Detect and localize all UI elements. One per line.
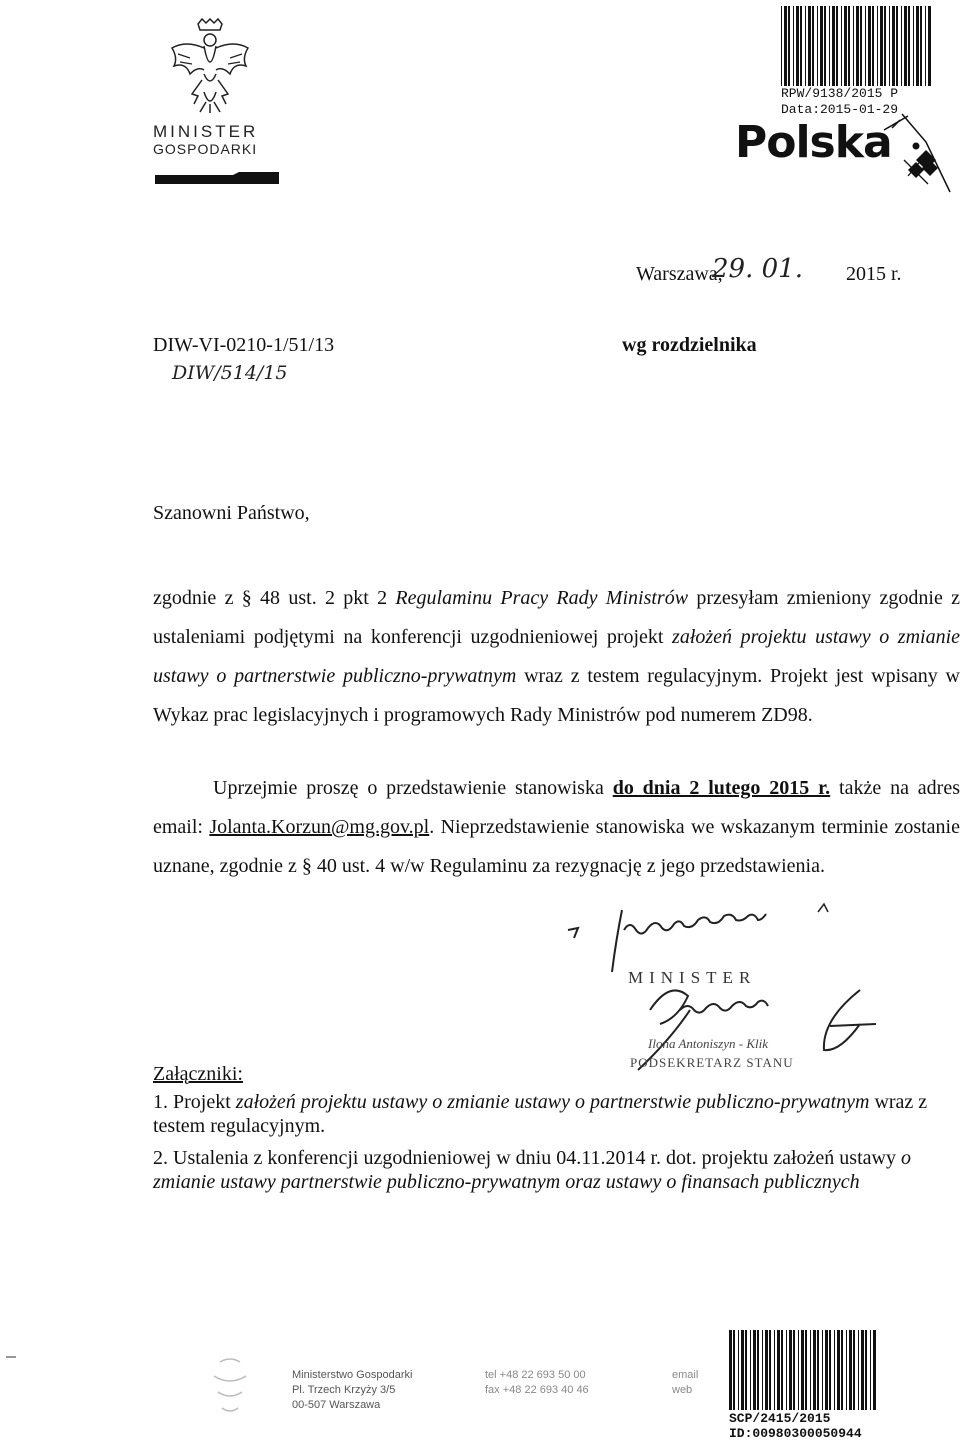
barcode-bar — [805, 6, 806, 86]
rpw-number: RPW/9138/2015 P — [781, 86, 899, 101]
email-link[interactable]: Jolanta.Korzun@mg.gov.pl — [209, 816, 430, 838]
barcode-bar — [913, 6, 914, 86]
scp-number: SCP/2415/2015 — [729, 1411, 831, 1426]
barcode-bar — [786, 1330, 787, 1410]
barcode-bar — [865, 1330, 867, 1410]
distribution-note: wg rozdzielnika — [622, 334, 757, 356]
barcode-bar — [841, 1330, 843, 1410]
rpw-date: Data:2015-01-29 — [781, 102, 899, 117]
barcode-bar — [844, 6, 847, 86]
barcode-top — [781, 6, 931, 86]
polska-logo: Polska — [735, 117, 892, 168]
paragraph-request-text-2: także na adres email: — [153, 777, 960, 838]
attachment-number: 2. — [153, 1147, 168, 1169]
barcode-bar — [793, 1330, 795, 1410]
barcode-bar — [865, 6, 866, 86]
barcode-bar — [841, 6, 842, 86]
salutation: Szanowni Państwo, — [153, 502, 310, 524]
barcode-bar — [908, 6, 910, 86]
barcode-bar — [896, 6, 898, 86]
barcode-bar — [741, 1330, 744, 1410]
barcode-bar — [916, 6, 919, 86]
letter-year: 2015 r. — [846, 263, 902, 285]
barcode-bar — [832, 6, 835, 86]
paragraph-intro — [153, 579, 960, 735]
barcode-bar — [925, 6, 926, 86]
footer-email-label: email — [672, 1369, 699, 1381]
barcode-bar — [805, 1330, 807, 1410]
attachment-title: założeń projektu ustawy o zmianie ustawy o partnerstwie publiczno-prywatnym — [235, 1091, 870, 1113]
edge-mark — [6, 1356, 16, 1358]
footer-contact — [485, 1368, 589, 1398]
paragraph-intro-text-1: zgodnie z § 48 ust. 2 pkt 2 — [153, 587, 396, 609]
deadline-date: do dnia 2 lutego 2015 r. — [612, 777, 831, 799]
barcode-bar — [801, 1330, 804, 1410]
paragraph-intro-text-3: wraz z testem regulacyjnym. Projekt jest wpisany w Wykaz prac legislacyjnych i programowych Rady Ministrów pod numerem ZD98. — [153, 665, 960, 726]
ministry-name-line2: GOSPODARKI — [153, 141, 258, 157]
footer-ministry-name: Ministerstwo Gospodarki — [292, 1369, 413, 1381]
barcode-bar — [817, 6, 818, 86]
paragraph-intro-text-2: przesyłam zmieniony zgodnie z ustaleniami podjętymi na konferencji uzgodnieniowej projekt — [153, 587, 960, 648]
signature-title: MINISTER — [628, 968, 757, 987]
barcode-bar — [853, 1330, 855, 1410]
barcode-bar — [753, 1330, 756, 1410]
barcode-bar — [784, 6, 787, 86]
barcode-bar — [870, 1330, 871, 1410]
barcode-bar — [884, 6, 886, 86]
barcode-bar — [789, 1330, 792, 1410]
regulation-title: Regulaminu Pracy Rady Ministrów — [395, 587, 689, 609]
barcode-bar — [892, 6, 895, 86]
attachment-text: wraz z testem regulacyjnym. — [153, 1091, 928, 1137]
footer-emblem-icon — [200, 1352, 260, 1432]
barcode-bar — [765, 1330, 768, 1410]
letter-city: Warszawa, — [636, 263, 723, 285]
eagle-emblem-icon — [168, 18, 252, 114]
signature-handwritten-icon — [560, 900, 940, 1080]
barcode-bar — [769, 1330, 771, 1410]
barcode-bar — [901, 6, 902, 86]
paragraph-request-text-1: Uprzejmie proszę o przedstawienie stanowiska — [213, 777, 613, 799]
paragraph-request-text-3: . Nieprzedstawienie stanowiska we wskazanym terminie zostanie uznane, zgodnie z § 40 ust. 4 w/w Regulaminu za rezygnację z jego przedstawienia. — [153, 816, 960, 877]
attachment-item-1 — [153, 1090, 960, 1138]
footer-fax: fax +48 22 693 40 46 — [485, 1384, 589, 1396]
barcode-bar — [788, 6, 790, 86]
barcode-bar — [849, 1330, 852, 1410]
barcode-bar — [733, 1330, 735, 1410]
barcode-bar — [757, 1330, 759, 1410]
barcode-bar — [762, 1330, 763, 1410]
signature-role: PODSEKRETARZ STANU — [630, 1055, 794, 1070]
barcode-bar — [800, 6, 802, 86]
barcode-bar — [808, 6, 811, 86]
barcode-bar — [837, 1330, 840, 1410]
footer-ministry — [292, 1368, 412, 1413]
barcode-bar — [868, 6, 871, 86]
barcode-bar — [846, 1330, 847, 1410]
polska-logo-mark-icon — [878, 112, 956, 198]
barcode-bar — [920, 6, 922, 86]
footer-address-line1: Pl. Trzech Krzyży 3/5 — [292, 1384, 396, 1396]
barcode-bar — [928, 6, 931, 86]
barcode-bar — [793, 6, 794, 86]
barcode-bar — [877, 6, 878, 86]
footer-address-line2: 00-507 Warszawa — [292, 1399, 381, 1411]
barcode-bar — [872, 6, 874, 86]
reference-number: DIW-VI-0210-1/51/13 — [153, 334, 335, 356]
barcode-bar — [824, 6, 826, 86]
barcode-bar — [873, 1330, 876, 1410]
barcode-bar — [858, 1330, 859, 1410]
ministry-name — [153, 122, 293, 158]
footer-tel: tel +48 22 693 50 00 — [485, 1369, 586, 1381]
barcode-bar — [817, 1330, 819, 1410]
barcode-bar — [745, 1330, 747, 1410]
ministry-logo-bar — [155, 172, 279, 184]
barcode-bar — [777, 1330, 780, 1410]
barcode-bar — [880, 6, 883, 86]
handwritten-reference: DIW/514/15 — [172, 362, 288, 384]
barcode-bottom — [729, 1330, 879, 1410]
barcode-bar — [729, 1330, 732, 1410]
barcode-bar — [836, 6, 838, 86]
attachment-number: 1. — [153, 1091, 168, 1113]
barcode-bar — [856, 6, 859, 86]
barcode-bar — [774, 1330, 775, 1410]
attachment-text: Projekt — [173, 1091, 236, 1113]
barcode-bar — [813, 1330, 816, 1410]
barcode-bar — [810, 1330, 811, 1410]
barcode-bar — [812, 6, 814, 86]
attachment-text: Ustalenia z konferencji uzgodnieniowej w dniu 04.11.2014 r. dot. projektu założeń ustawy — [173, 1147, 901, 1169]
barcode-bar — [829, 6, 830, 86]
signature-name: Ilona Antoniszyn - Klik — [648, 1036, 769, 1051]
barcode-bar — [781, 1330, 783, 1410]
project-title: założeń projektu ustawy o zmianie ustawy o partnerstwie publiczno-prywatnym — [153, 626, 960, 687]
paragraph-request — [153, 769, 960, 886]
handwritten-date: 29. 01. — [712, 254, 803, 284]
barcode-bar — [889, 6, 890, 86]
barcode-bar — [820, 6, 823, 86]
ministry-name-line1: MINISTER — [153, 122, 259, 141]
barcode-bar — [798, 1330, 799, 1410]
scp-id: ID:00980300050944 — [729, 1426, 862, 1441]
scp-stamp — [729, 1411, 862, 1441]
barcode-bar — [750, 1330, 751, 1410]
barcode-bar — [860, 6, 862, 86]
barcode-bar — [853, 6, 854, 86]
barcode-bar — [825, 1330, 828, 1410]
barcode-bar — [861, 1330, 864, 1410]
barcode-bar — [834, 1330, 835, 1410]
attachments-list — [153, 1090, 960, 1202]
attachment-title: o zmianie ustawy partnerstwie publiczno-prywatnym oraz ustawy o finansach publicznych — [153, 1147, 911, 1193]
attachments-heading: Załączniki: — [153, 1063, 243, 1085]
footer-web-label: web — [672, 1384, 693, 1396]
barcode-bar — [904, 6, 907, 86]
barcode-bar — [822, 1330, 823, 1410]
attachment-item-2 — [153, 1146, 960, 1194]
barcode-bar — [781, 6, 782, 86]
barcode-bar — [796, 6, 799, 86]
barcode-bar — [738, 1330, 739, 1410]
barcode-bar — [848, 6, 850, 86]
footer-web — [672, 1368, 698, 1398]
barcode-bar — [829, 1330, 831, 1410]
